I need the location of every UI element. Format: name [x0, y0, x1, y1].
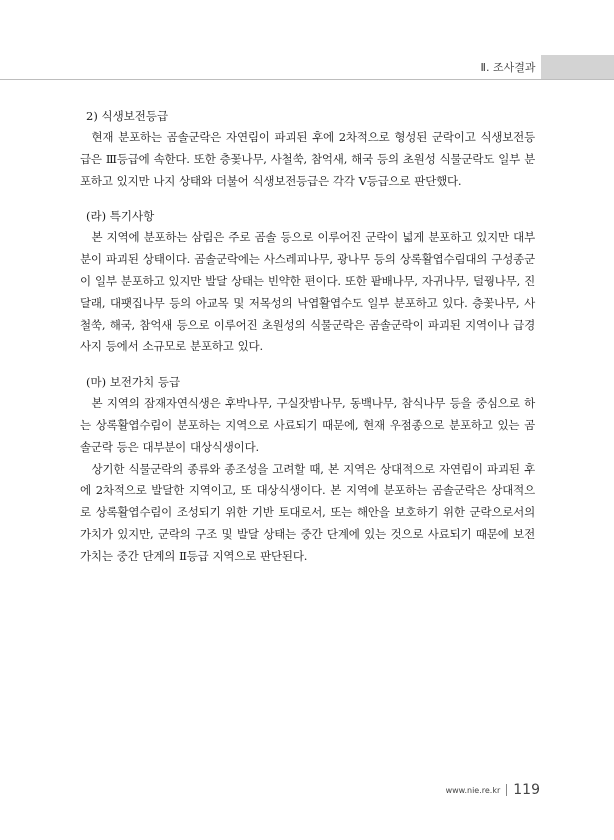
- chapter-label: Ⅱ. 조사결과: [480, 61, 536, 74]
- header-rule: [0, 79, 614, 80]
- paragraph: 현재 분포하는 곰솔군락은 자연림이 파괴된 후에 2차적으로 형성된 군락이고 식생보전등급은 Ⅲ등급에 속한다. 또한 층꽃나무, 사철쑥, 참억새, 해국 등의 초원성 식물군락도 일부 분포하고 있지만 나지 상태와 더불어 식생보전등급은 각각 Ⅴ등급으로 판단했다.: [80, 130, 535, 188]
- section-vegetation-conservation-grade: [80, 106, 535, 192]
- paragraph: 본 지역에 분포하는 삼림은 주로 곰솔 등으로 이루어진 군락이 넓게 분포하고 있지만 대부분이 파괴된 상태이다. 곰솔군락에는 사스레피나무, 광나무 등의 상록활엽수림대의 구성종군이 일부 분포하고 있지만 발달 상태는 빈약한 편이다. 또한 팥배나무, 자귀나무, 덜꿩나무, 진달래, 대팻집나무 등의 아교목 및 저목성의 낙엽활엽수도 일부 분포하고 있다. 층꽃나무, 사철쑥, 해국, 참억새 등으로 이루어진 초원성의 식물군락은 곰솔군락이 파괴된 지역이나 급경사지 등에서 소규모로 분포하고 있다.: [80, 230, 535, 354]
- section-heading: (라) 특기사항: [86, 209, 155, 224]
- paragraph: 상기한 식물군락의 종류와 종조성을 고려할 때, 본 지역은 상대적으로 자연림이 파괴된 후에 2차적으로 발달한 지역이고, 또 대상식생이다. 본 지역에 분포하는 곰솔군락은 상대적으로 상록활엽수림이 조성되기 위한 기반 토대로서, 또는 해안을 보호하기 위한 군락으로서의 가치가 있지만, 군락의 구조 및 발달 상태는 중간 단계에 있는 것으로 사료되기 때문에 보전가치는 중간 단계의 Ⅱ등급 지역으로 판단된다.: [80, 461, 535, 563]
- section-heading: 2) 식생보전등급: [86, 109, 169, 123]
- section-heading: (마) 보전가치 등급: [86, 375, 181, 390]
- footer-website: www.nie.re.kr: [445, 785, 501, 795]
- paragraph: 본 지역의 잠재자연식생은 후박나무, 구실잣밤나무, 동백나무, 참식나무 등을 중심으로 하는 상록활엽수림이 분포하는 지역으로 사료되기 때문에, 현재 우점종으로 분포하고 있는 곰솔군락 등은 대부분이 대상식생이다.: [80, 396, 535, 454]
- section-conservation-value-grade: [80, 372, 535, 567]
- section-special-notes: [80, 206, 535, 358]
- page-number: 119: [513, 782, 540, 798]
- page-body: [80, 106, 535, 582]
- header-tab: [541, 55, 614, 79]
- footer-divider: [506, 784, 507, 796]
- page-footer: [430, 782, 540, 798]
